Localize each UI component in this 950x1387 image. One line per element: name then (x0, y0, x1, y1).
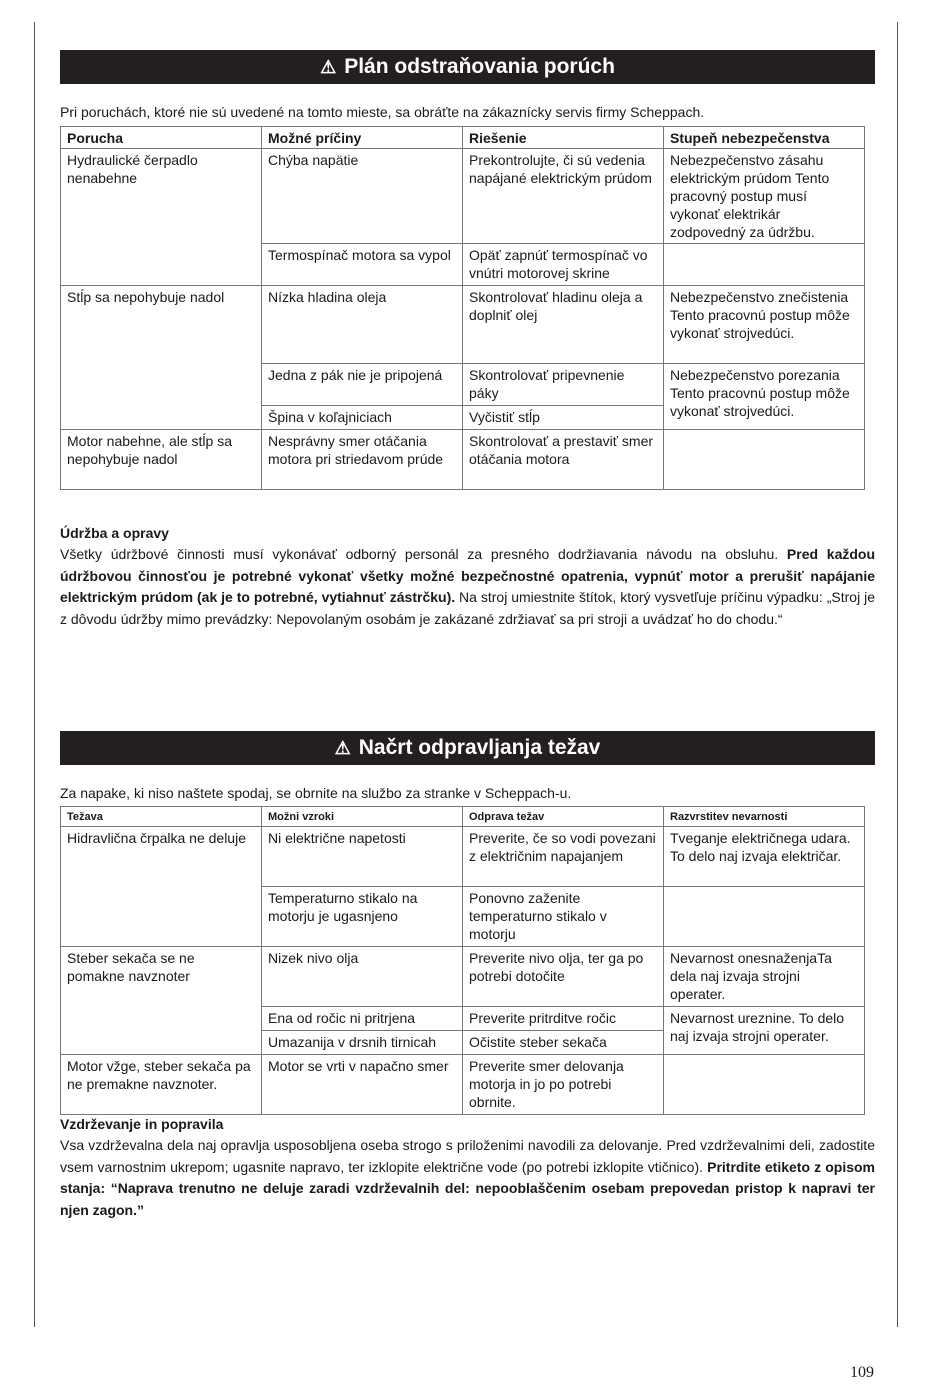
fault-cell: Stĺp sa nepohybuje nadol (61, 286, 262, 430)
section-sk (60, 50, 875, 630)
column-header: Stupeň nebezpečenstva (664, 127, 865, 149)
section-banner (60, 731, 875, 765)
solution-cell: Prekontrolujte, či sú vedenia napájané elektrickým prúdom (463, 149, 664, 244)
cause-cell: Nízka hladina oleja (262, 286, 463, 364)
cause-cell: Ena od ročic ni pritrjena (262, 1007, 463, 1031)
danger-cell: Nebezpečenstvo porezania Tento pracovnú postup môže vykonať strojvedúci. (664, 364, 865, 430)
column-header: Težava (61, 807, 262, 827)
table-row (61, 947, 865, 1007)
table-row (61, 827, 865, 887)
warning-triangle-icon: ⚠ (320, 56, 337, 77)
danger-cell: Nevarnost onesnaženjaTa dela naj izvaja strojni operater. (664, 947, 865, 1007)
solution-cell: Preverite pritrditve ročic (463, 1007, 664, 1031)
column-header: Odprava težav (463, 807, 664, 827)
fault-cell: Hydraulické čerpadlo nenabehne (61, 149, 262, 286)
left-margin-line (34, 22, 35, 1327)
maintenance-title: Vzdrževanje in popravila (60, 1116, 224, 1132)
table-row (61, 430, 865, 490)
cause-cell: Umazanija v drsnih tirnicah (262, 1031, 463, 1055)
section-banner (60, 50, 875, 84)
danger-cell (664, 244, 865, 286)
danger-cell (664, 887, 865, 947)
maintenance-warning: Pred každou údržbovou činnosťou je potrebné vykonať všetky možné bezpečnostné opatrenia, vypnúť motor a prerušiť napájanie elektrickým prúdom (ak je to potrebné, vytiahnuť zástrčku). (60, 546, 876, 605)
solution-cell: Vyčistiť stĺp (463, 406, 664, 430)
cause-cell: Jedna z pák nie je pripojená (262, 364, 463, 406)
column-header: Možné príčiny (262, 127, 463, 149)
solution-cell: Skontrolovať pripevnenie páky (463, 364, 664, 406)
danger-cell: Nevarnost ureznine. To delo naj izvaja strojni operater. (664, 1007, 865, 1055)
table-row (61, 1055, 865, 1115)
fault-cell: Steber sekača se ne pomakne navznoter (61, 947, 262, 1055)
cause-cell: Chýba napätie (262, 149, 463, 244)
solution-cell: Skontrolovať a prestaviť smer otáčania motora (463, 430, 664, 490)
maintenance-text: Na stroj umiestnite štítok, ktorý vysvetľuje príčinu výpadku: „Stroj je z dôvodu údržby mimo prevádzky: Nepovolaným osobám je zakázané zdržiavať sa pri stroji a uvádzať ho do chodu.“ (60, 589, 875, 627)
fault-cell: Motor nabehne, ale stĺp sa nepohybuje nadol (61, 430, 262, 490)
danger-cell (664, 1055, 865, 1115)
danger-cell: Nebezpečenstvo znečistenia Tento pracovnú postup môže vykonať strojvedúci. (664, 286, 865, 364)
cause-cell: Temperaturno stikalo na motorju je ugasnjeno (262, 887, 463, 947)
page-number: 109 (850, 1364, 874, 1381)
cause-cell: Motor se vrti v napačno smer (262, 1055, 463, 1115)
column-header: Možni vzroki (262, 807, 463, 827)
table-row (61, 286, 865, 364)
section-title: Načrt odpravljanja težav (358, 736, 601, 759)
column-header: Porucha (61, 127, 262, 149)
solution-cell: Ponovno zaženite temperaturno stikalo v motorju (463, 887, 664, 947)
fault-cell: Hidravlična črpalka ne deluje (61, 827, 262, 947)
solution-cell: Opäť zapnúť termospínač vo vnútri motorovej skrine (463, 244, 664, 286)
cause-cell: Ni električne napetosti (262, 827, 463, 887)
solution-cell: Skontrolovať hladinu oleja a doplniť olej (463, 286, 664, 364)
maintenance-paragraph (60, 1135, 875, 1221)
column-header: Riešenie (463, 127, 664, 149)
cause-cell: Nizek nivo olja (262, 947, 463, 1007)
cause-cell: Nesprávny smer otáčania motora pri striedavom prúde (262, 430, 463, 490)
table-header-row (61, 127, 865, 149)
table-header-row (61, 807, 865, 827)
maintenance-warning: Pritrdite etiketo z opisom stanja: “Naprava trenutno ne deluje zaradi vzdrževalnih del: nepooblaščenim osebam prepovedan pristop k napravi ter njen zagon.” (60, 1158, 876, 1218)
solution-cell: Preverite smer delovanja motorja in jo po potrebi obrnite. (463, 1055, 664, 1115)
section-intro: Za napake, ki niso naštete spodaj, se obrnite na službo za stranke v Scheppach-u. (60, 785, 572, 801)
maintenance-paragraph (60, 544, 875, 630)
right-margin-line (897, 22, 898, 1327)
danger-cell: Nebezpečenstvo zásahu elektrickým prúdom Tento pracovný postup musí vykonať elektrikár zodpovedný za údržbu. (664, 149, 865, 244)
warning-triangle-icon: ⚠ (334, 737, 351, 758)
maintenance-text: Vsa vzdrževalna dela naj opravlja usposobljena oseba strogo s priloženimi navodili za delovanje. Pred vzdrževalnimi deli, zadostite vsem varnostnim ukrepom; ugasnite napravo, ter izklopite električne vode (po potrebi izklopite vtičnico). (60, 1137, 875, 1175)
solution-cell: Preverite, če so vodi povezani z električnim napajanjem (463, 827, 664, 887)
maintenance-title: Údržba a opravy (60, 525, 169, 541)
section-intro: Pri poruchách, ktoré nie sú uvedené na tomto mieste, sa obráťte na zákaznícky servis firmy Scheppach. (60, 104, 705, 120)
danger-cell (664, 430, 865, 490)
section-title: Plán odstraňovania porúch (344, 55, 615, 78)
table-row (61, 149, 865, 244)
column-header: Razvrstitev nevarnosti (664, 807, 865, 827)
fault-cell: Motor vžge, steber sekača pa ne premakne navznoter. (61, 1055, 262, 1115)
troubleshooting-table (60, 806, 865, 1115)
cause-cell: Špina v koľajniciach (262, 406, 463, 430)
maintenance-text: Všetky údržbové činnosti musí vykonávať odborný personál za presného dodržiavania návodu na obsluhu. (60, 546, 779, 562)
troubleshooting-table (60, 126, 865, 490)
cause-cell: Termospínač motora sa vypol (262, 244, 463, 286)
danger-cell: Tveganje električnega udara. To delo naj izvaja električar. (664, 827, 865, 887)
solution-cell: Očistite steber sekača (463, 1031, 664, 1055)
section-sl (60, 731, 875, 1221)
solution-cell: Preverite nivo olja, ter ga po potrebi dotočite (463, 947, 664, 1007)
